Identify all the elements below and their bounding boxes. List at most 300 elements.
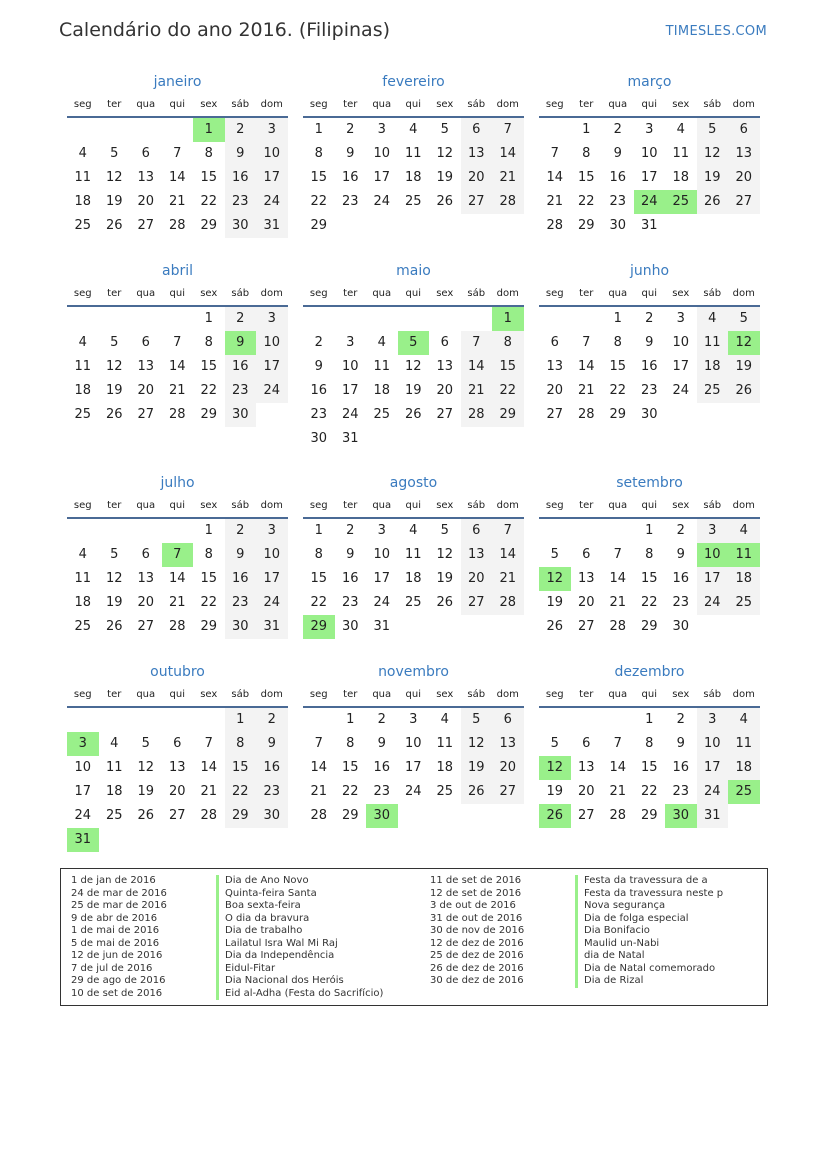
day-cell[interactable]: 14 [461,355,493,379]
day-cell[interactable]: 15 [200,170,218,185]
day-cell[interactable]: 24 [672,383,690,398]
day-cell[interactable]: 6 [173,736,182,751]
day-cell[interactable]: 14 [200,760,218,775]
day-cell[interactable]: 22 [640,595,658,610]
day-cell[interactable]: 25 [105,808,123,823]
day-cell[interactable]: 27 [577,619,595,634]
day-cell[interactable]: 27 [461,190,493,214]
day-cell[interactable]: 13 [436,359,454,374]
day-cell[interactable]: 5 [110,146,119,161]
day-cell[interactable]: 3 [697,519,729,543]
day-cell[interactable]: 16 [225,166,257,190]
day-cell[interactable]: 13 [577,571,595,586]
day-cell[interactable]: 18 [728,756,760,780]
day-cell[interactable]: 7 [173,146,182,161]
day-cell[interactable]: 12 [105,359,123,374]
day-cell[interactable]: 1 [314,523,323,538]
day-cell[interactable]: 4 [377,335,386,350]
holiday-day-cell[interactable]: 12 [539,567,571,591]
day-cell[interactable]: 10 [672,335,690,350]
day-cell[interactable]: 21 [461,379,493,403]
day-cell[interactable]: 9 [676,736,685,751]
day-cell[interactable]: 5 [110,335,119,350]
day-cell[interactable]: 10 [256,543,288,567]
day-cell[interactable]: 30 [609,218,627,233]
day-cell[interactable]: 13 [137,571,155,586]
day-cell[interactable]: 13 [546,359,564,374]
day-cell[interactable]: 29 [200,407,218,422]
day-cell[interactable]: 4 [409,523,418,538]
holiday-day-cell[interactable]: 26 [539,804,571,828]
day-cell[interactable]: 16 [672,760,690,775]
day-cell[interactable]: 2 [613,122,622,137]
day-cell[interactable]: 9 [314,359,323,374]
day-cell[interactable]: 13 [137,359,155,374]
day-cell[interactable]: 12 [105,571,123,586]
day-cell[interactable]: 22 [200,383,218,398]
day-cell[interactable]: 15 [200,359,218,374]
day-cell[interactable]: 24 [404,784,422,799]
day-cell[interactable]: 17 [256,166,288,190]
day-cell[interactable]: 16 [256,756,288,780]
day-cell[interactable]: 14 [168,571,186,586]
day-cell[interactable]: 31 [373,619,391,634]
day-cell[interactable]: 29 [200,619,218,634]
day-cell[interactable]: 14 [546,170,564,185]
day-cell[interactable]: 26 [105,619,123,634]
day-cell[interactable]: 4 [676,122,685,137]
day-cell[interactable]: 20 [577,595,595,610]
day-cell[interactable]: 4 [728,708,760,732]
day-cell[interactable]: 31 [256,615,288,639]
day-cell[interactable]: 14 [492,543,524,567]
day-cell[interactable]: 16 [609,170,627,185]
day-cell[interactable]: 12 [137,760,155,775]
day-cell[interactable]: 31 [697,804,729,828]
day-cell[interactable]: 19 [105,194,123,209]
day-cell[interactable]: 25 [728,591,760,615]
day-cell[interactable]: 1 [613,311,622,326]
day-cell[interactable]: 15 [640,760,658,775]
day-cell[interactable]: 11 [697,331,729,355]
day-cell[interactable]: 10 [256,331,288,355]
day-cell[interactable]: 8 [346,736,355,751]
day-cell[interactable]: 26 [546,619,564,634]
day-cell[interactable]: 22 [341,784,359,799]
day-cell[interactable]: 3 [377,523,386,538]
day-cell[interactable]: 7 [550,146,559,161]
day-cell[interactable]: 29 [492,403,524,427]
brand-link[interactable]: TIMESLES.COM [665,24,767,39]
day-cell[interactable]: 27 [461,591,493,615]
day-cell[interactable]: 5 [550,736,559,751]
day-cell[interactable]: 7 [461,331,493,355]
day-cell[interactable]: 13 [461,543,493,567]
day-cell[interactable]: 17 [373,571,391,586]
day-cell[interactable]: 16 [373,760,391,775]
day-cell[interactable]: 22 [310,595,328,610]
day-cell[interactable]: 11 [404,146,422,161]
day-cell[interactable]: 8 [645,736,654,751]
day-cell[interactable]: 21 [577,383,595,398]
day-cell[interactable]: 23 [341,595,359,610]
day-cell[interactable]: 9 [645,335,654,350]
day-cell[interactable]: 15 [225,756,257,780]
day-cell[interactable]: 7 [582,335,591,350]
day-cell[interactable]: 29 [310,218,328,233]
holiday-day-cell[interactable]: 10 [697,543,729,567]
day-cell[interactable]: 4 [78,146,87,161]
day-cell[interactable]: 12 [436,146,454,161]
day-cell[interactable]: 7 [173,335,182,350]
day-cell[interactable]: 10 [74,760,92,775]
day-cell[interactable]: 14 [168,170,186,185]
day-cell[interactable]: 28 [492,190,524,214]
day-cell[interactable]: 18 [436,760,454,775]
day-cell[interactable]: 23 [310,407,328,422]
day-cell[interactable]: 22 [640,784,658,799]
day-cell[interactable]: 6 [141,335,150,350]
day-cell[interactable]: 13 [577,760,595,775]
day-cell[interactable]: 3 [377,122,386,137]
day-cell[interactable]: 30 [640,407,658,422]
day-cell[interactable]: 19 [404,383,422,398]
day-cell[interactable]: 31 [640,218,658,233]
day-cell[interactable]: 28 [546,218,564,233]
day-cell[interactable]: 8 [204,547,213,562]
day-cell[interactable]: 15 [577,170,595,185]
day-cell[interactable]: 21 [168,383,186,398]
day-cell[interactable]: 13 [168,760,186,775]
day-cell[interactable]: 4 [78,547,87,562]
day-cell[interactable]: 20 [168,784,186,799]
day-cell[interactable]: 2 [225,307,257,331]
day-cell[interactable]: 8 [314,146,323,161]
day-cell[interactable]: 29 [640,808,658,823]
day-cell[interactable]: 5 [697,118,729,142]
day-cell[interactable]: 20 [461,166,493,190]
holiday-day-cell[interactable]: 30 [366,804,398,828]
day-cell[interactable]: 23 [225,190,257,214]
day-cell[interactable]: 15 [341,760,359,775]
day-cell[interactable]: 8 [225,732,257,756]
day-cell[interactable]: 31 [256,214,288,238]
day-cell[interactable]: 9 [613,146,622,161]
day-cell[interactable]: 14 [609,760,627,775]
day-cell[interactable]: 10 [697,732,729,756]
day-cell[interactable]: 5 [440,523,449,538]
day-cell[interactable]: 3 [676,311,685,326]
day-cell[interactable]: 11 [74,359,92,374]
holiday-day-cell[interactable]: 7 [162,543,194,567]
day-cell[interactable]: 12 [436,547,454,562]
day-cell[interactable]: 11 [373,359,391,374]
day-cell[interactable]: 20 [728,166,760,190]
day-cell[interactable]: 16 [640,359,658,374]
day-cell[interactable]: 6 [461,519,493,543]
day-cell[interactable]: 31 [341,431,359,446]
day-cell[interactable]: 24 [74,808,92,823]
day-cell[interactable]: 10 [256,142,288,166]
day-cell[interactable]: 2 [377,712,386,727]
day-cell[interactable]: 16 [341,571,359,586]
day-cell[interactable]: 26 [461,780,493,804]
day-cell[interactable]: 1 [582,122,591,137]
day-cell[interactable]: 4 [409,122,418,137]
day-cell[interactable]: 23 [256,780,288,804]
day-cell[interactable]: 21 [168,194,186,209]
day-cell[interactable]: 28 [461,403,493,427]
day-cell[interactable]: 1 [645,523,654,538]
day-cell[interactable]: 29 [609,407,627,422]
day-cell[interactable]: 1 [204,311,213,326]
day-cell[interactable]: 11 [728,732,760,756]
day-cell[interactable]: 15 [640,571,658,586]
day-cell[interactable]: 3 [256,307,288,331]
day-cell[interactable]: 28 [577,407,595,422]
day-cell[interactable]: 27 [492,780,524,804]
day-cell[interactable]: 3 [697,708,729,732]
holiday-day-cell[interactable]: 1 [193,118,225,142]
day-cell[interactable]: 22 [310,194,328,209]
day-cell[interactable]: 22 [200,194,218,209]
day-cell[interactable]: 19 [137,784,155,799]
day-cell[interactable]: 14 [168,359,186,374]
day-cell[interactable]: 5 [550,547,559,562]
holiday-day-cell[interactable]: 3 [67,732,99,756]
day-cell[interactable]: 24 [341,407,359,422]
day-cell[interactable]: 1 [645,712,654,727]
day-cell[interactable]: 5 [440,122,449,137]
day-cell[interactable]: 20 [461,567,493,591]
day-cell[interactable]: 26 [404,407,422,422]
day-cell[interactable]: 20 [436,383,454,398]
day-cell[interactable]: 26 [436,595,454,610]
day-cell[interactable]: 21 [492,166,524,190]
day-cell[interactable]: 17 [74,784,92,799]
day-cell[interactable]: 21 [492,567,524,591]
day-cell[interactable]: 11 [74,170,92,185]
day-cell[interactable]: 26 [137,808,155,823]
day-cell[interactable]: 8 [204,146,213,161]
day-cell[interactable]: 5 [141,736,150,751]
day-cell[interactable]: 25 [404,595,422,610]
day-cell[interactable]: 6 [141,547,150,562]
day-cell[interactable]: 24 [697,591,729,615]
day-cell[interactable]: 30 [256,804,288,828]
day-cell[interactable]: 2 [676,712,685,727]
day-cell[interactable]: 28 [310,808,328,823]
day-cell[interactable]: 12 [697,142,729,166]
day-cell[interactable]: 16 [341,170,359,185]
day-cell[interactable]: 20 [137,383,155,398]
day-cell[interactable]: 23 [672,595,690,610]
holiday-day-cell[interactable]: 29 [303,615,335,639]
day-cell[interactable]: 19 [546,784,564,799]
day-cell[interactable]: 18 [728,567,760,591]
day-cell[interactable]: 19 [436,571,454,586]
day-cell[interactable]: 19 [105,383,123,398]
day-cell[interactable]: 25 [697,379,729,403]
day-cell[interactable]: 8 [582,146,591,161]
day-cell[interactable]: 8 [492,331,524,355]
day-cell[interactable]: 19 [105,595,123,610]
day-cell[interactable]: 18 [404,571,422,586]
day-cell[interactable]: 26 [728,379,760,403]
day-cell[interactable]: 2 [256,708,288,732]
day-cell[interactable]: 25 [373,407,391,422]
day-cell[interactable]: 28 [200,808,218,823]
day-cell[interactable]: 27 [137,619,155,634]
day-cell[interactable]: 29 [225,804,257,828]
day-cell[interactable]: 3 [645,122,654,137]
day-cell[interactable]: 15 [609,359,627,374]
day-cell[interactable]: 18 [697,355,729,379]
holiday-day-cell[interactable]: 12 [539,756,571,780]
day-cell[interactable]: 20 [492,756,524,780]
day-cell[interactable]: 17 [404,760,422,775]
day-cell[interactable]: 30 [341,619,359,634]
day-cell[interactable]: 13 [728,142,760,166]
day-cell[interactable]: 2 [314,335,323,350]
day-cell[interactable]: 6 [728,118,760,142]
day-cell[interactable]: 8 [204,335,213,350]
day-cell[interactable]: 7 [204,736,213,751]
day-cell[interactable]: 23 [640,383,658,398]
holiday-day-cell[interactable]: 9 [225,331,257,355]
day-cell[interactable]: 27 [577,808,595,823]
day-cell[interactable]: 8 [645,547,654,562]
day-cell[interactable]: 23 [225,379,257,403]
day-cell[interactable]: 18 [74,194,92,209]
day-cell[interactable]: 16 [225,355,257,379]
day-cell[interactable]: 29 [200,218,218,233]
day-cell[interactable]: 24 [373,194,391,209]
day-cell[interactable]: 21 [310,784,328,799]
day-cell[interactable]: 17 [373,170,391,185]
holiday-day-cell[interactable]: 24 [634,190,666,214]
day-cell[interactable]: 3 [409,712,418,727]
day-cell[interactable]: 2 [225,118,257,142]
day-cell[interactable]: 23 [373,784,391,799]
day-cell[interactable]: 19 [436,170,454,185]
day-cell[interactable]: 24 [256,379,288,403]
day-cell[interactable]: 9 [225,142,257,166]
day-cell[interactable]: 9 [225,543,257,567]
day-cell[interactable]: 18 [105,784,123,799]
day-cell[interactable]: 4 [440,712,449,727]
day-cell[interactable]: 9 [346,146,355,161]
day-cell[interactable]: 17 [256,567,288,591]
holiday-day-cell[interactable]: 25 [728,780,760,804]
day-cell[interactable]: 10 [373,146,391,161]
day-cell[interactable]: 14 [310,760,328,775]
day-cell[interactable]: 28 [168,218,186,233]
day-cell[interactable]: 15 [492,355,524,379]
day-cell[interactable]: 22 [577,194,595,209]
day-cell[interactable]: 27 [168,808,186,823]
day-cell[interactable]: 14 [492,142,524,166]
day-cell[interactable]: 13 [492,732,524,756]
day-cell[interactable]: 7 [492,519,524,543]
day-cell[interactable]: 6 [550,335,559,350]
day-cell[interactable]: 28 [609,808,627,823]
day-cell[interactable]: 15 [200,571,218,586]
day-cell[interactable]: 17 [256,355,288,379]
day-cell[interactable]: 9 [377,736,386,751]
day-cell[interactable]: 30 [225,403,257,427]
day-cell[interactable]: 26 [436,194,454,209]
day-cell[interactable]: 7 [613,547,622,562]
day-cell[interactable]: 19 [697,166,729,190]
day-cell[interactable]: 4 [728,519,760,543]
day-cell[interactable]: 27 [137,218,155,233]
day-cell[interactable]: 17 [697,567,729,591]
day-cell[interactable]: 4 [110,736,119,751]
day-cell[interactable]: 17 [697,756,729,780]
day-cell[interactable]: 22 [200,595,218,610]
day-cell[interactable]: 30 [672,619,690,634]
holiday-day-cell[interactable]: 25 [665,190,697,214]
day-cell[interactable]: 6 [461,118,493,142]
day-cell[interactable]: 24 [373,595,391,610]
day-cell[interactable]: 23 [225,591,257,615]
day-cell[interactable]: 25 [74,407,92,422]
day-cell[interactable]: 10 [373,547,391,562]
day-cell[interactable]: 18 [74,595,92,610]
day-cell[interactable]: 11 [672,146,690,161]
day-cell[interactable]: 20 [137,595,155,610]
day-cell[interactable]: 23 [672,784,690,799]
day-cell[interactable]: 14 [609,571,627,586]
day-cell[interactable]: 4 [697,307,729,331]
day-cell[interactable]: 13 [461,142,493,166]
holiday-day-cell[interactable]: 12 [728,331,760,355]
day-cell[interactable]: 27 [546,407,564,422]
day-cell[interactable]: 24 [256,190,288,214]
day-cell[interactable]: 8 [613,335,622,350]
day-cell[interactable]: 13 [137,170,155,185]
day-cell[interactable]: 8 [314,547,323,562]
day-cell[interactable]: 21 [609,595,627,610]
day-cell[interactable]: 18 [404,170,422,185]
day-cell[interactable]: 10 [341,359,359,374]
day-cell[interactable]: 20 [577,784,595,799]
day-cell[interactable]: 16 [310,383,328,398]
day-cell[interactable]: 6 [582,736,591,751]
day-cell[interactable]: 2 [346,122,355,137]
day-cell[interactable]: 16 [672,571,690,586]
day-cell[interactable]: 5 [110,547,119,562]
day-cell[interactable]: 28 [609,619,627,634]
day-cell[interactable]: 30 [225,615,257,639]
day-cell[interactable]: 17 [640,170,658,185]
day-cell[interactable]: 6 [141,146,150,161]
day-cell[interactable]: 21 [200,784,218,799]
day-cell[interactable]: 30 [225,214,257,238]
day-cell[interactable]: 7 [492,118,524,142]
day-cell[interactable]: 22 [225,780,257,804]
day-cell[interactable]: 17 [672,359,690,374]
day-cell[interactable]: 9 [346,547,355,562]
day-cell[interactable]: 5 [461,708,493,732]
day-cell[interactable]: 20 [137,194,155,209]
day-cell[interactable]: 21 [546,194,564,209]
holiday-day-cell[interactable]: 30 [665,804,697,828]
day-cell[interactable]: 9 [256,732,288,756]
day-cell[interactable]: 27 [137,407,155,422]
holiday-day-cell[interactable]: 5 [398,331,430,355]
